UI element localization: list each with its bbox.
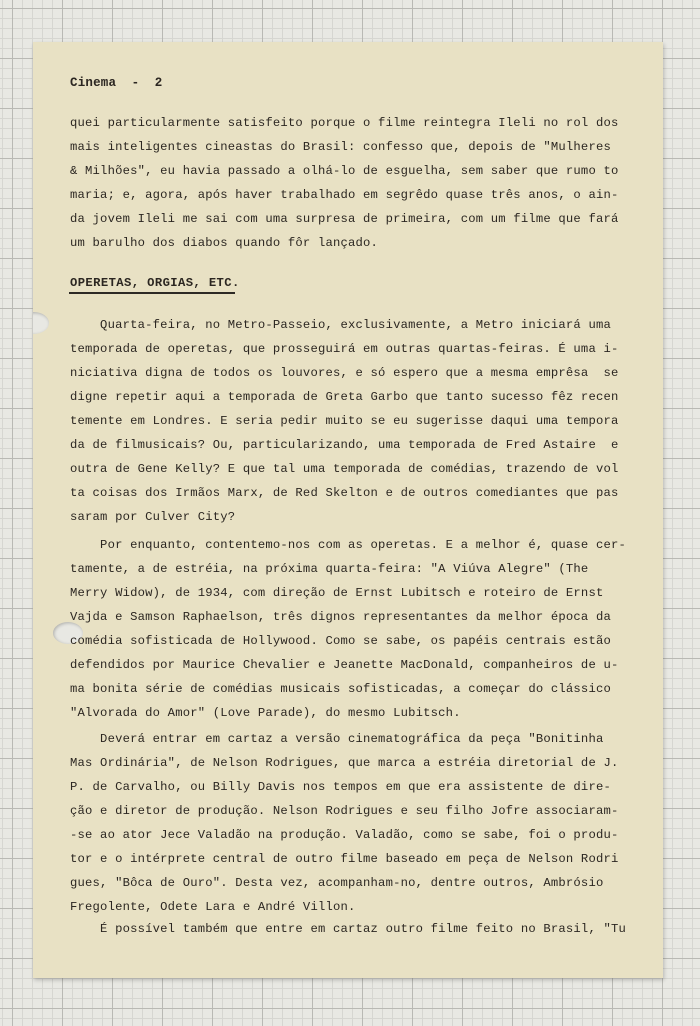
text-line: da jovem Ileli me sai com uma surpresa de primeira, com um filme que fará [70, 212, 619, 226]
text-line: da de filmusicais? Ou, particularizando, uma temporada de Fred Astaire e [70, 438, 619, 452]
text-line: "Alvorada do Amor" (Love Parade), do mesmo Lubitsch. [70, 706, 461, 720]
text-line: -se ao ator Jece Valadão na produção. Valadão, como se sabe, foi o produ- [70, 828, 619, 842]
text-line: um barulho dos diabos quando fôr lançado. [70, 236, 379, 250]
text-line: P. de Carvalho, ou Billy Davis nos tempos em que era assistente de dire- [70, 780, 611, 794]
text-line: Deverá entrar em cartaz a versão cinematográfica da peça "Bonitinha [70, 732, 604, 746]
text-line: Merry Widow), de 1934, com direção de Ernst Lubitsch e roteiro de Ernst [70, 586, 604, 600]
text-line: digne repetir aqui a temporada de Greta Garbo que tanto sucesso fêz recen [70, 390, 619, 404]
text-line: tamente, a de estréia, na próxima quarta-feira: "A Viúva Alegre" (The [70, 562, 589, 576]
text-line: outra de Gene Kelly? E que tal uma temporada de comédias, trazendo de vol [70, 462, 619, 476]
text-line: ma bonita série de comédias musicais sofisticadas, a começar do clássico [70, 682, 611, 696]
text-line: & Milhões", eu havia passado a olhá-lo de esguelha, sem saber que rumo to [70, 164, 619, 178]
text-line: ta coisas dos Irmãos Marx, de Red Skelton e de outros comediantes que pas [70, 486, 619, 500]
page-header: Cinema - 2 [70, 76, 163, 90]
typewritten-page [33, 42, 663, 978]
text-line: saram por Culver City? [70, 510, 236, 524]
text-line: ção e diretor de produção. Nelson Rodrigues e seu filho Jofre associaram- [70, 804, 619, 818]
text-line: temporada de operetas, que prosseguirá em outras quartas-feiras. É uma i- [70, 342, 619, 356]
text-line: defendidos por Maurice Chevalier e Jeanette MacDonald, companheiros de u- [70, 658, 619, 672]
text-line: Quarta-feira, no Metro-Passeio, exclusivamente, a Metro iniciará uma [70, 318, 611, 332]
text-line: tor e o intérprete central de outro filme baseado em peça de Nelson Rodri [70, 852, 619, 866]
text-line: gues, "Bôca de Ouro". Desta vez, acompanham-no, dentre outros, Ambrósio [70, 876, 604, 890]
text-line: Mas Ordinária", de Nelson Rodrigues, que marca a estréia diretorial de J. [70, 756, 619, 770]
text-line: temente em Londres. E seria pedir muito se eu sugerisse daqui uma tempora [70, 414, 619, 428]
text-line: mais inteligentes cineastas do Brasil: confesso que, depois de "Mulheres [70, 140, 611, 154]
text-line: niciativa digna de todos os louvores, e só espero que a mesma emprêsa se [70, 366, 619, 380]
text-line: comédia sofisticada de Hollywood. Como se sabe, os papéis centrais estão [70, 634, 611, 648]
text-line: quei particularmente satisfeito porque o filme reintegra Ileli no rol dos [70, 116, 619, 130]
text-line: Fregolente, Odete Lara e André Villon. [70, 900, 356, 914]
heading-underline [69, 292, 235, 294]
text-line: É possível também que entre em cartaz outro filme feito no Brasil, "Tu [70, 922, 627, 936]
binder-hole-top [33, 312, 49, 334]
text-line: Vajda e Samson Raphaelson, três dignos representantes da melhor época da [70, 610, 611, 624]
text-line: Por enquanto, contentemo-nos com as operetas. E a melhor é, quase cer- [70, 538, 627, 552]
section-heading: OPERETAS, ORGIAS, ETC. [70, 276, 240, 290]
text-line: maria; e, agora, após haver trabalhado em segrêdo quase três anos, o ain- [70, 188, 619, 202]
